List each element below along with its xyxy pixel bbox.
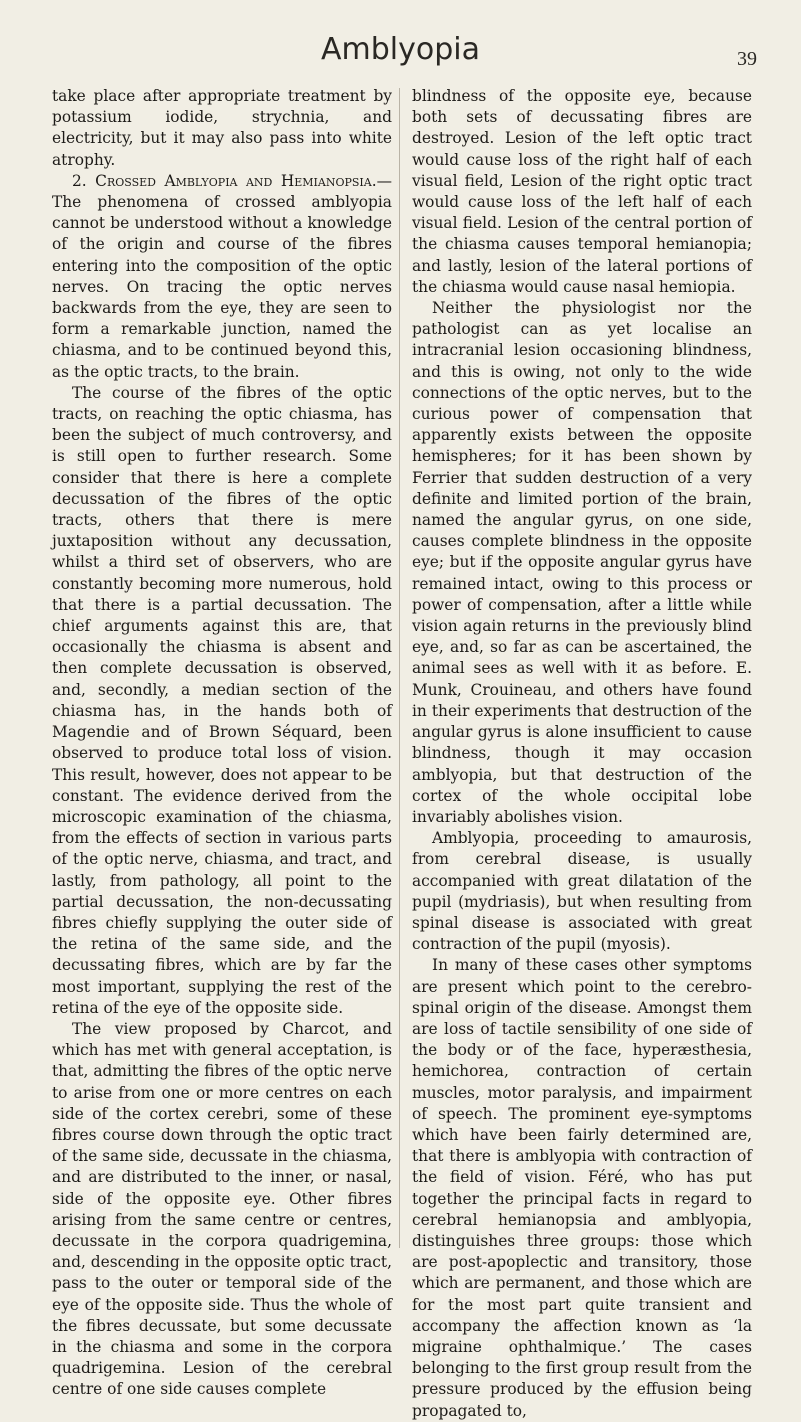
paragraph: take place after appropriate treatment by potassium iodide, strychnia, and electricity, but it may also pass into white atrophy. — [52, 87, 392, 169]
running-head — [0, 32, 801, 72]
section-paragraph — [52, 171, 392, 383]
right-column — [412, 86, 752, 1422]
paragraph: blindness of the opposite eye, because both sets of decussating fibres are destroyed. Lesion of the left optic tract would cause loss of the right half of each visual field, Lesion of the right optic tract would cause loss of the left half of each visual field. Lesion of the central portion of the chiasma causes temporal hemianopia; and lastly, lesion of the lateral portions of the chiasma would cause nasal hemiopia. — [412, 87, 752, 296]
paragraph: Neither the physiologist nor the pathologist can as yet localise an intracranial lesion occasioning blindness, and this is owing, not only to the wide connections of the optic nerves, but to the curious power of compensation that apparently exists between the opposite hemispheres; for it has been shown by Ferrier that sudden destruction of a very definite and limited portion of the brain, named the angular gyrus, on one side, causes complete blindness in the opposite eye; but if the opposite angular gyrus have remained intact, owing to this process or power of compensation, after a little while vision again returns in the previously blind eye, and, so far as can be ascertained, the animal sees as well with it as before. E. Munk, Crouineau, and others have found in their experiments that destruction of the angular gyrus is alone insufficient to cause blindness, though it may occasion amblyopia, but that destruction of the cortex of the whole occipital lobe invariably abolishes vision. — [412, 299, 752, 826]
section-heading: 2. Crossed Amblyopia and Hemianopsia. — [72, 171, 377, 190]
paragraph: In many of these cases other symptoms are present which point to the cerebro-spinal origin of the disease. Amongst them are loss of tactile sensibility of one side of the body or of the face, hyperæsthesia, hemichorea, contraction of certain muscles, motor paralysis, and impairment of speech. The prominent eye-symptoms which have been fairly determined are, that there is amblyopia with contraction of the field of vision. Féré, who has put together the principal facts in regard to cerebral hemianopsia and amblyopia, distinguishes three groups: those which are post-apoplectic and transitory, those which are permanent, and those which are for the most part quite transient and accompany the affection known as ‘la migraine ophthalmique.’ The cases belonging to the first group result from the pressure produced by the effusion being propagated to, — [412, 956, 752, 1420]
paragraph: The view proposed by Charcot, and which has met with general acceptation, is that, admitting the fibres of the optic nerve to arise from one or more centres on each side of the cortex cerebri, some of these fibres course down through the optic tract of the same side, decussate in the chiasma, and are distributed to the inner, or nasal, side of the opposite eye. Other fibres arising from the same centre or centres, decussate in the corpora quadrigemina, and, descending in the opposite optic tract, pass to the outer or temporal side of the eye of the opposite side. Thus the whole of the fibres decussate, but some decussate in the chiasma and some in the corpora quadrigemina. Lesion of the cerebral centre of one side causes complete — [52, 1019, 392, 1399]
paragraph: Amblyopia, proceeding to amaurosis, from cerebral disease, is usually accompanied with great dilatation of the pupil (mydriasis), but when resulting from spinal disease is associated with great contraction of the pupil (myosis). — [412, 829, 752, 954]
left-column — [52, 86, 392, 1401]
paragraph: The course of the fibres of the optic tracts, on reaching the optic chiasma, has been the subject of much controversy, and is still open to further research. Some consider that there is here a complete decussation of the fibres of the optic tracts, others that there is mere juxtaposition without any decussation, whilst a third set of observers, who are constantly becoming more numerous, hold that there is a partial decussation. The chief arguments against this are, that occasionally the chiasma is absent and then complete decussation is observed, and, secondly, a median section of the chiasma has, in the hands both of Magendie and of Brown Séquard, been observed to produce total loss of vision. This result, however, does not appear to be constant. The evidence derived from the microscopic examination of the chiasma, from the effects of section in various parts of the optic nerve, chiasma, and tract, and lastly, from pathology, all point to the partial decussation, the non-decussating fibres chiefly supplying the outer side of the retina of the same side, and the decussating fibres, which are by far the most important, supplying the rest of the retina of the eye of the opposite side. — [52, 383, 392, 1017]
column-divider — [399, 88, 400, 1248]
page-number: 39 — [737, 48, 757, 70]
section-body: —The phenomena of crossed amblyopia cannot be understood without a knowledge of the origin and course of the fibres entering into the composition of the optic nerves. On tracing the optic nerves backwards from the eye, they are seen to form a remarkable junction, named the chiasma, and to be continued beyond this, as the optic tracts, to the brain. — [52, 171, 392, 381]
page-title: Amblyopia — [321, 32, 480, 67]
